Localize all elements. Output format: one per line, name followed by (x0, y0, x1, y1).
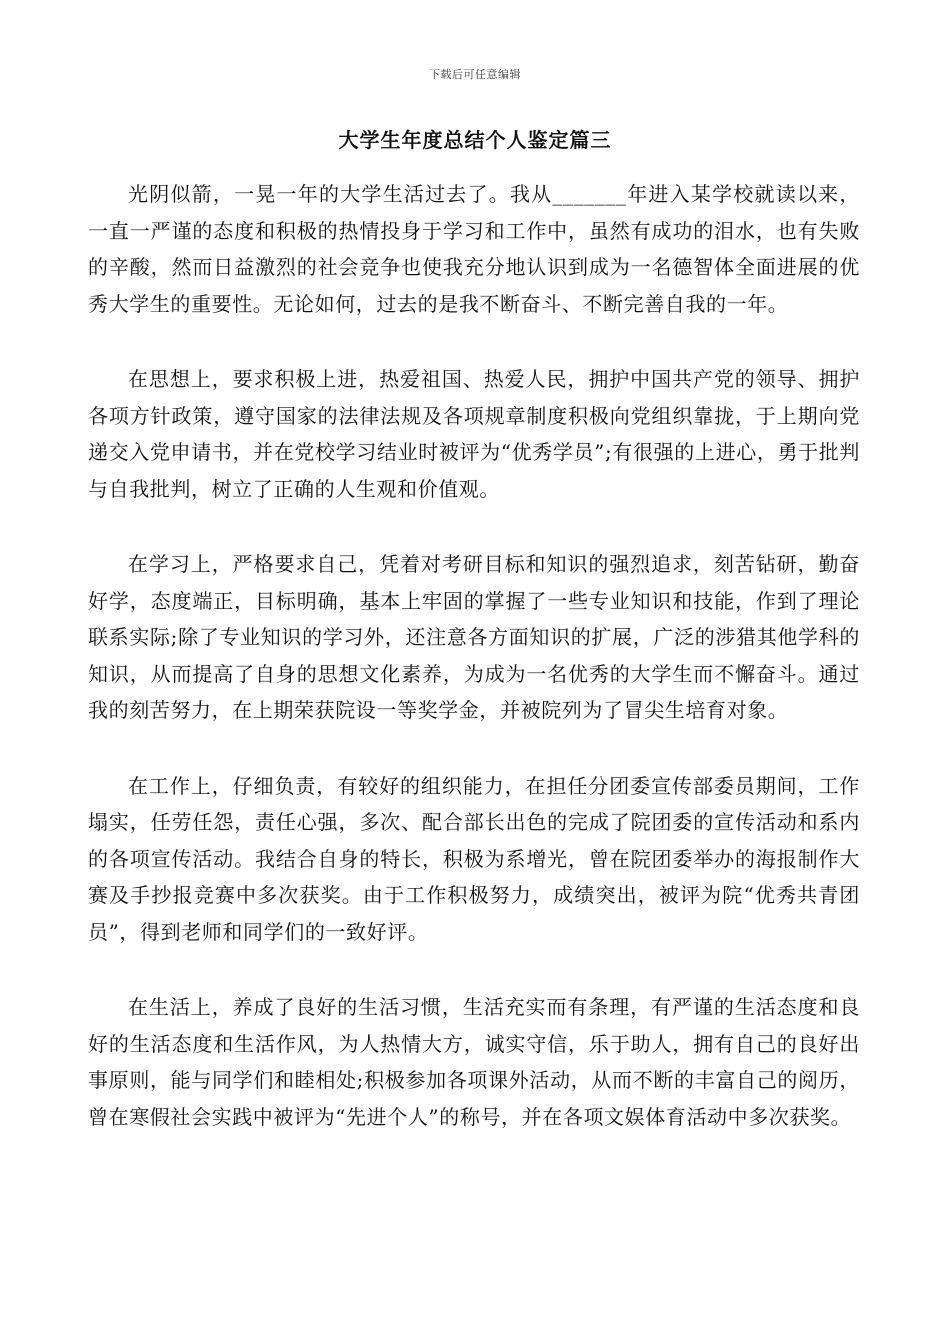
document-body (88, 176, 860, 1135)
paragraph-life: 在生活上，养成了良好的生活习惯，生活充实而有条理，有严谨的生活态度和良好的生活态度和生活作风，为人热情大方，诚实守信，乐于助人，拥有自己的良好出事原则，能与同学们和睦相处;积极参加各项课外活动，从而不断的丰富自己的阅历，曾在寒假社会实践中被评为“先进个人”的称号，并在各项文娱体育活动中多次获奖。 (88, 995, 860, 1129)
header-note: 下载后可任意编辑 (429, 68, 521, 81)
paragraph-study: 在学习上，严格要求自己，凭着对考研目标和知识的强烈追求，刻苦钻研，勤奋好学，态度端正，目标明确，基本上牢固的掌握了一些专业知识和技能，作到了理论联系实际;除了专业知识的学习外，还注意各方面知识的扩展，广泛的涉猎其他学科的知识，从而提高了自身的思想文化素养，为成为一名优秀的大学生而不懈奋斗。通过我的刻苦努力，在上期荣获院设一等奖学金，并被院列为了冒尖生培育对象。 (88, 552, 860, 722)
document-title: 大学生年度总结个人鉴定篇三 (338, 128, 612, 152)
paragraph-thought: 在思想上，要求积极上进，热爱祖国、热爱人民，拥护中国共产党的领导、拥护各项方针政策，遵守国家的法律法规及各项规章制度积极向党组织靠拢，于上期向党递交入党申请书，并在党校学习结业时被评为“优秀学员”;有很强的上进心，勇于批判与自我批判，树立了正确的人生观和价值观。 (88, 367, 860, 501)
paragraph-work: 在工作上，仔细负责，有较好的组织能力，在担任分团委宣传部委员期间，工作塌实，任劳任怨，责任心强，多次、配合部长出色的完成了院团委的宣传活动和系内的各项宣传活动。我结合自身的特长，积极为系增光，曾在院团委举办的海报制作大赛及手抄报竞赛中多次获奖。由于工作积极努力，成绩突出，被评为院“优秀共青团员”，得到老师和同学们的一致好评。 (88, 773, 860, 944)
paragraph-intro: 光阴似箭，一晃一年的大学生活过去了。我从_______年进入某学校就读以来，一直一严谨的态度和积极的热情投身于学习和工作中，虽然有成功的泪水，也有失败的辛酸，然而日益激烈的社会竞争也使我充分地认识到成为一名德智体全面进展的优秀大学生的重要性。无论如何，过去的是我不断奋斗、不断完善自我的一年。 (88, 182, 860, 316)
